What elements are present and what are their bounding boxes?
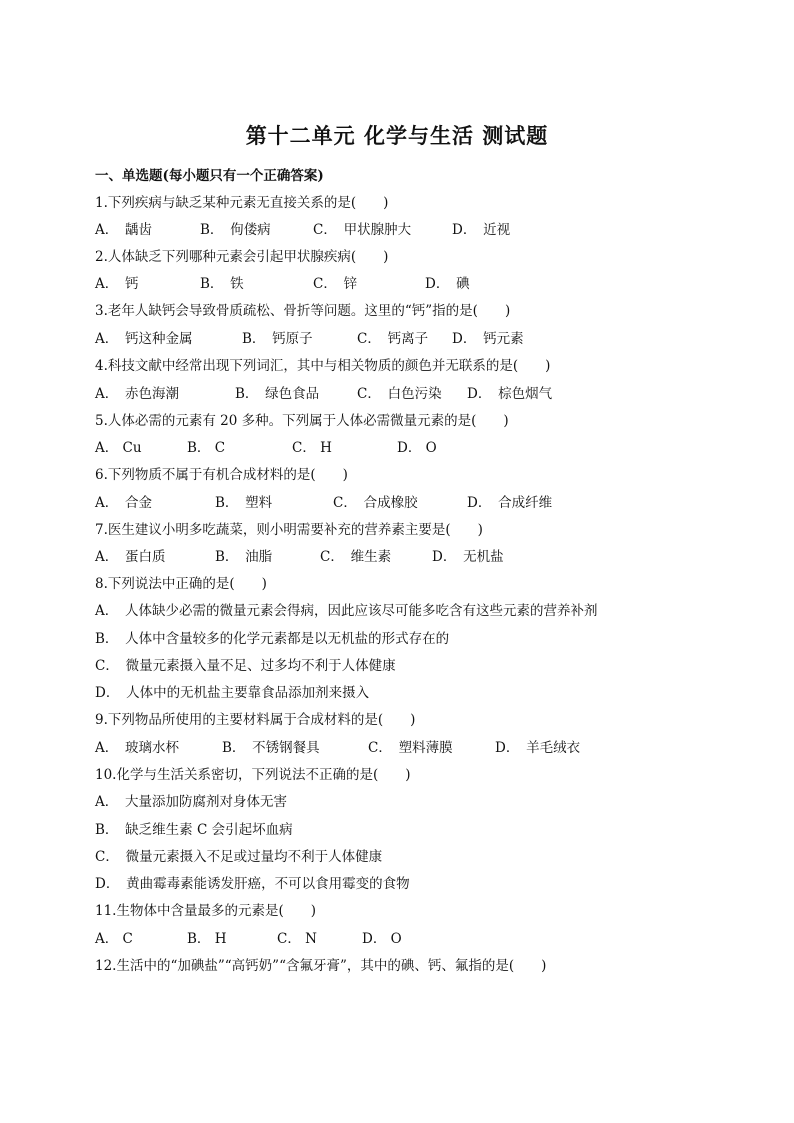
options-row-7: [95, 548, 695, 566]
question-7: 7.医生建议小明多吃蔬菜，则小明需要补充的营养素主要是( ): [95, 522, 483, 538]
option-a: A． 龋齿: [95, 222, 152, 238]
question-11: 11.生物体中含量最多的元素是( ): [95, 903, 317, 919]
options-row-6: [95, 494, 695, 512]
option-b: B． 油脂: [215, 549, 273, 565]
option-a: A． 人体缺少必需的微量元素会得病，因此应该尽可能多吃含有这些元素的营养补剂: [95, 603, 598, 619]
option-c: C． 合成橡胶: [333, 495, 418, 511]
question-3: 3.老年人缺钙会导致骨质疏松、骨折等问题。这里的“钙”指的是( ): [95, 303, 511, 319]
option-d: D． 钙元素: [452, 331, 524, 347]
option-a: A． C: [95, 931, 133, 947]
option-b: B． 人体中含量较多的化学元素都是以无机盐的形式存在的: [95, 631, 450, 647]
option-b: B． H: [187, 931, 227, 947]
option-c: C． 锌: [313, 276, 358, 292]
question-4: 4.科技文献中经常出现下列词汇，其中与相关物质的颜色并无联系的是( ): [95, 358, 551, 374]
option-a: A． 赤色海潮: [95, 386, 179, 402]
options-row-1: [95, 221, 695, 239]
option-b: B． 铁: [200, 276, 244, 292]
option-d: D． 碘: [425, 276, 470, 292]
option-d: D． 棕色烟气: [467, 386, 553, 402]
question-5: 5.人体必需的元素有 20 多种。下列属于人体必需微量元素的是( ): [95, 413, 509, 429]
option-a: A． 大量添加防腐剂对身体无害: [95, 794, 287, 810]
option-b: B． 不锈钢餐具: [222, 740, 320, 756]
question-12: 12.生活中的“加碘盐”“高钙奶”“含氟牙膏”，其中的碘、钙、氟指的是( ): [95, 958, 547, 974]
question-6: 6.下列物质不属于有机合成材料的是( ): [95, 467, 348, 483]
section-heading: 一、单选题(每小题只有一个正确答案): [95, 168, 324, 184]
option-a: A． Cu: [95, 440, 142, 456]
option-d: D． 人体中的无机盐主要靠食品添加剂来摄入: [95, 685, 370, 701]
option-c: C． 钙离子: [357, 331, 429, 347]
option-b: B． C: [187, 440, 226, 456]
question-8: 8.下列说法中正确的是( ): [95, 576, 267, 592]
option-b: B． 绿色食品: [235, 386, 320, 402]
options-row-11: [95, 930, 695, 948]
option-b: B． 缺乏维生素 C 会引起坏血病: [95, 822, 293, 838]
question-10: 10.化学与生活关系密切，下列说法不正确的是( ): [95, 767, 411, 783]
options-row-2: [95, 275, 695, 293]
option-d: D． O: [397, 440, 437, 456]
option-d: D． O: [362, 931, 402, 947]
page-title: 第十二单元 化学与生活 测试题: [245, 123, 549, 148]
option-a: A． 蛋白质: [95, 549, 166, 565]
options-row-9: [95, 739, 695, 757]
option-c: C． 维生素: [320, 549, 392, 565]
options-row-3: [95, 330, 695, 348]
option-d: D． 羊毛绒衣: [495, 740, 581, 756]
option-b: B． 塑料: [215, 495, 273, 511]
option-d: D． 合成纤维: [467, 495, 553, 511]
question-2: 2.人体缺乏下列哪种元素会引起甲状腺疾病( ): [95, 249, 389, 265]
option-a: A． 玻璃水杯: [95, 740, 179, 756]
options-row-4: [95, 385, 695, 403]
option-b: B． 钙原子: [242, 331, 313, 347]
options-row-5: [95, 439, 695, 457]
option-c: C． 微量元素摄入量不足、过多均不利于人体健康: [95, 658, 396, 674]
option-a: A． 合金: [95, 495, 152, 511]
option-a: A． 钙这种金属: [95, 331, 193, 347]
option-c: C． 甲状腺肿大: [313, 222, 412, 238]
option-c: C． 塑料薄膜: [368, 740, 453, 756]
option-c: C． 微量元素摄入不足或过量均不利于人体健康: [95, 849, 383, 865]
question-1: 1.下列疾病与缺乏某种元素无直接关系的是( ): [95, 195, 389, 211]
option-d: D． 近视: [452, 222, 511, 238]
option-c: C． 白色污染: [357, 386, 442, 402]
option-d: D． 黄曲霉毒素能诱发肝癌，不可以食用霉变的食物: [95, 876, 410, 892]
option-d: D． 无机盐: [432, 549, 504, 565]
option-a: A． 钙: [95, 276, 139, 292]
option-b: B． 佝偻病: [200, 222, 271, 238]
question-9: 9.下列物品所使用的主要材料属于合成材料的是( ): [95, 712, 416, 728]
option-c: C． N: [277, 931, 317, 947]
option-c: C． H: [292, 440, 332, 456]
